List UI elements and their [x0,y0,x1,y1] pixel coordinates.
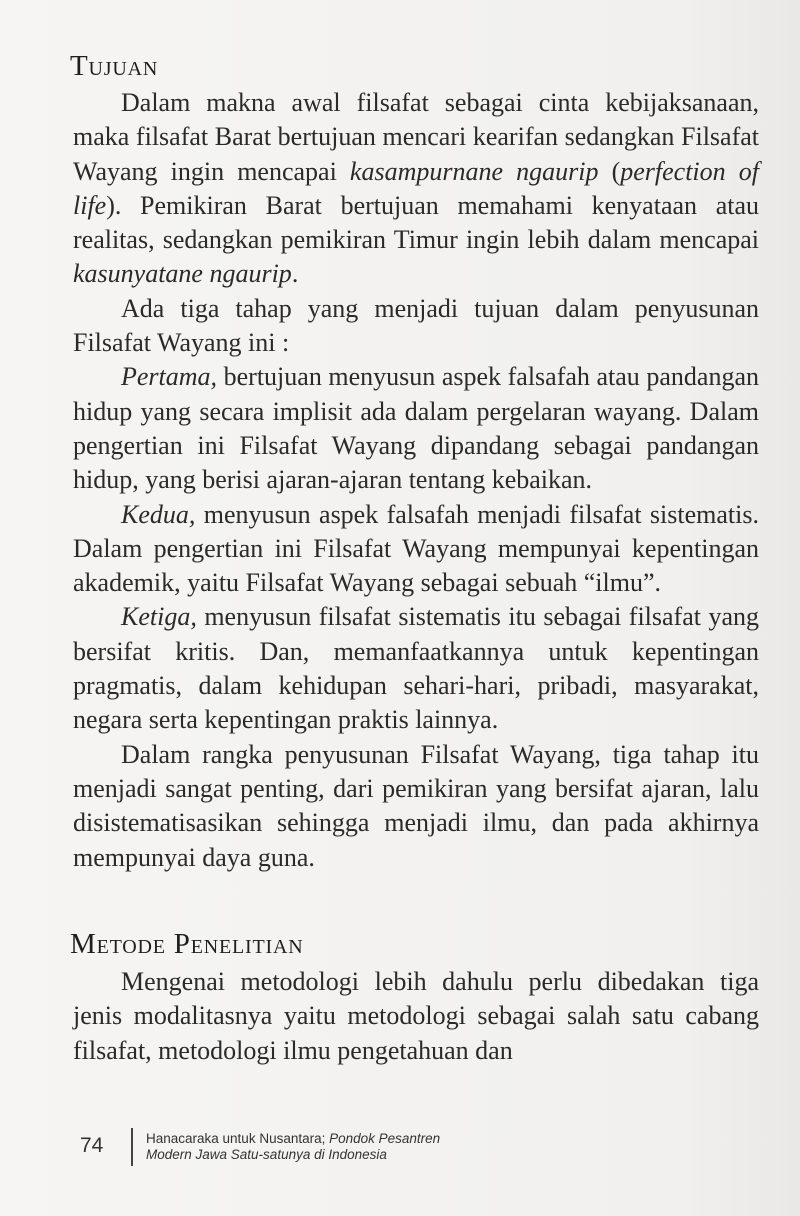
text-segment: menyusun aspek falsafah menjadi filsafat sistematis. Dalam pengertian ini Filsafat Wayang mempunyai kepentingan akademik, yaitu Filsafat Wayang sebagai sebuah “ilmu”. [73,499,759,598]
text-segment: Ada tiga tahap yang menjadi tujuan dalam penyusunan Filsafat Wayang ini : [73,293,759,358]
text-segment: bertujuan menyusun aspek falsafah atau pandangan hidup yang secara implisit ada dalam pergelaran wayang. Dalam pengertian ini Filsafat Wayang dipandang sebagai pandangan hidup, yang berisi ajaran-ajaran tentang kebaikan. [73,362,759,495]
section-heading-metode-penelitian: Metode Penelitian [70,928,304,960]
text-segment: Dalam makna awal filsafat sebagai cinta kebijaksanaan, maka filsafat Barat bertujuan mencari kearifan sedangkan Filsafat Wayang ingin mencapai [73,88,759,186]
text-segment: ). Pemikiran Barat bertujuan memahami kenyataan atau realitas, sedangkan pemikiran Timur ingin lebih dalam mencapai [73,190,759,255]
text-segment-italic: kasunyatane ngaurip [73,259,292,289]
section-heading-tujuan: Tujuan [70,50,159,82]
text-segment: menyusun filsafat sistematis itu sebagai filsafat yang bersifat kritis. Dan, memanfaatkannya untuk kepentingan pragmatis, dalam kehidupan sehari-hari, pribadi, masyarakat, negara serta kepentingan praktis lainnya. [73,602,759,735]
section-body-tujuan [73,86,759,875]
text-segment-italic: Pertama, [121,362,218,392]
running-title-text-italic: Modern Jawa Satu-satunya di Indonesia [146,1147,387,1162]
text-segment: Mengenai metodologi lebih dahulu perlu dibedakan tiga jenis modalitasnya yaitu metodologi sebagai salah satu cabang filsafat, metodologi ilmu pengetahuan dan [73,967,759,1065]
running-title-text: Hanacaraka untuk Nusantara; [146,1131,330,1146]
paragraph-metodologi [73,965,759,1068]
running-title [146,1131,566,1163]
paragraph-intro [73,86,759,292]
running-title-line-1 [146,1131,566,1147]
text-segment-italic: Kedua, [121,499,196,529]
running-title-line-2 [146,1147,566,1163]
section-body-metode-penelitian [73,965,759,1068]
text-segment: Dalam rangka penyusunan Filsafat Wayang, tiga tahap itu menjadi sangat penting, dari pemikiran yang bersifat ajaran, lalu disistematisasikan sehingga menjadi ilmu, dan pada akhirnya mempunyai daya guna. [73,739,759,872]
paragraph-three-stages [73,292,759,361]
paragraph-pertama [73,360,759,497]
text-segment: . [291,259,299,289]
page-number: 74 [80,1134,104,1157]
text-segment-italic: kasampurnane ngaurip [349,156,599,186]
text-segment: ( [598,156,621,186]
running-title-text-italic: Pondok Pesantren [329,1131,441,1146]
text-segment-italic: Ketiga, [121,602,197,632]
footer-divider [131,1128,133,1166]
paragraph-ketiga [73,600,759,737]
paragraph-conclusion [73,738,759,875]
text-segment-italic: perfection of life [73,156,759,220]
paragraph-kedua [73,498,759,601]
